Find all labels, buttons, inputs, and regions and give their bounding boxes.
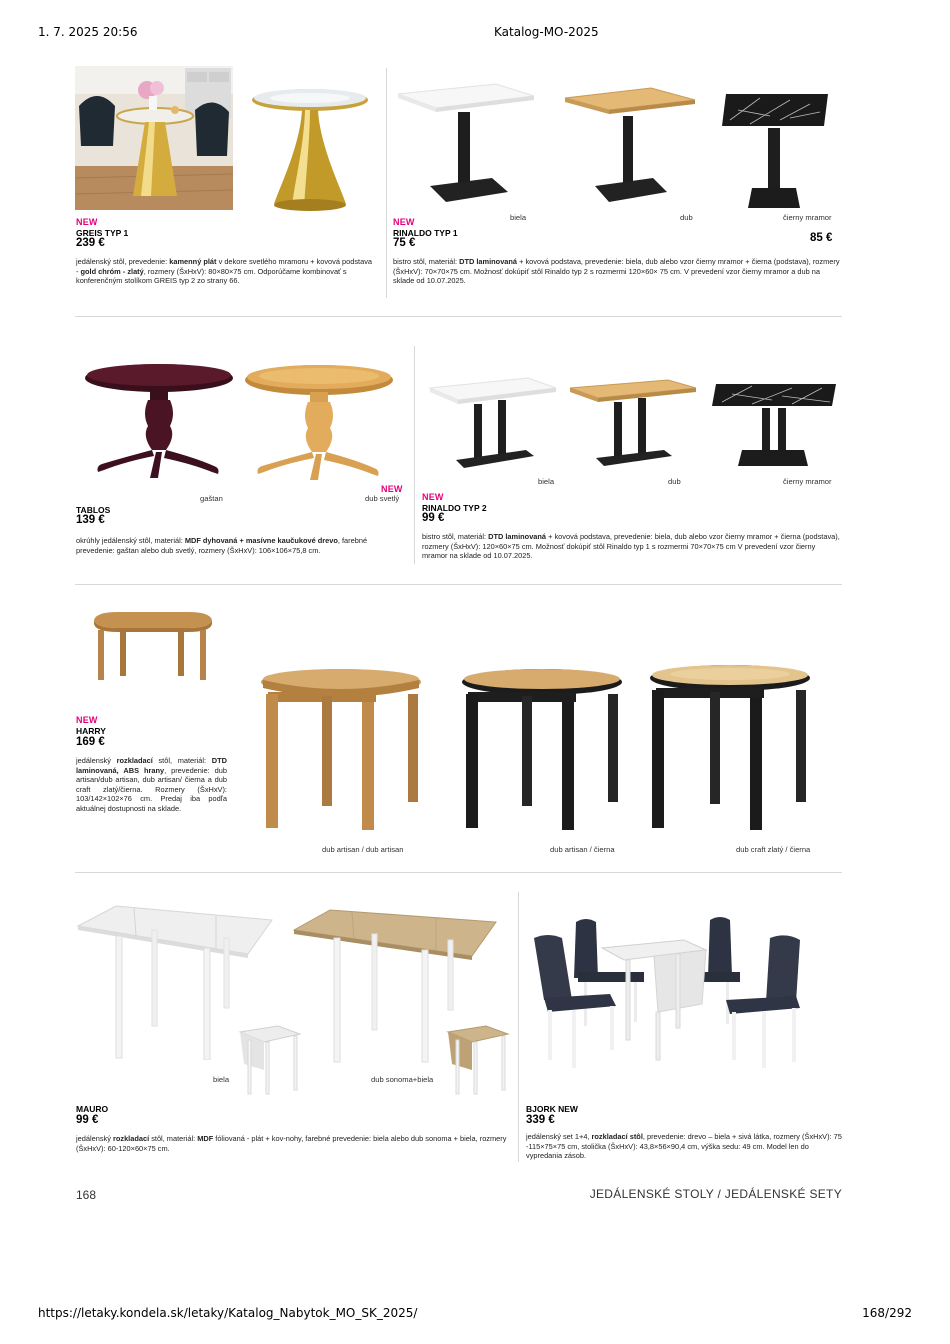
rinaldo2-marble-image bbox=[712, 382, 838, 468]
rinaldo2-new-badge: NEW bbox=[422, 492, 444, 502]
harry-caption-artisan-black: dub artisan / čierna bbox=[550, 845, 615, 854]
mauro-name: MAURO bbox=[76, 1104, 109, 1114]
tablos-name: TABLOS bbox=[76, 505, 111, 515]
greis-description: jedálenský stôl, prevedenie: kamenný plát v dekore svetlého mramoru + kovová podstava - gold chróm - zlatý, rozmery (ŠxHxV): 80×80×75 cm. Odporúčame kombinovať s konferenčným stolíkom GREIS typ 2 zo strany 66. bbox=[76, 257, 373, 285]
rinaldo1-name: RINALDO TYP 1 bbox=[393, 228, 458, 238]
greis-price: 239 € bbox=[76, 237, 105, 249]
rinaldo1-marble-image bbox=[720, 90, 830, 212]
divider-horizontal bbox=[75, 584, 842, 585]
rinaldo1-caption-white: biela bbox=[510, 213, 527, 222]
mauro-description: jedálenský rozkladací stôl, materiál: MDF fóliovaná - plát + kov-nohy, farebné prevedenie: biela alebo dub sonoma + biela, rozmery (ŠxHxV): 60-120×60×75 cm. bbox=[76, 1134, 507, 1153]
tablos-chestnut-image bbox=[82, 360, 236, 490]
harry-caption-craft-black: dub craft zlatý / čierna bbox=[736, 845, 811, 854]
section-title: JEDÁLENSKÉ STOLY / JEDÁLENSKÉ SETY bbox=[589, 1187, 842, 1201]
bjork-description: jedálenský set 1+4, rozkladací stôl, prevedenie: drevo – biela + sivá látka, rozmery (ŠxHxV): 75 -115×75×75 cm, stolička (ŠxHxV): 43,8×56×90,4 cm, výška sedu: 49 cm. Model len do vypredania zásob. bbox=[526, 1132, 842, 1160]
rinaldo1-white-image bbox=[396, 82, 536, 214]
mauro-price: 99 € bbox=[76, 1114, 99, 1126]
mauro-caption-white: biela bbox=[213, 1075, 230, 1084]
rinaldo1-caption-oak: dub bbox=[680, 213, 693, 222]
page-number: 168 bbox=[76, 1188, 97, 1202]
print-datetime: 1. 7. 2025 20:56 bbox=[38, 25, 138, 39]
harry-description: jedálenský rozkladací stôl, materiál: DTD laminovaná, ABS hrany, prevedenie: dub artisan/dub artisan, dub artisan/ čierna a dub craft zlatý/čierna. Rozmery (ŠxHxV): 103/142×102×76 cm. Predaj iba podľa aktuálnej dostupnosti na sklade. bbox=[76, 756, 227, 813]
harry-price: 169 € bbox=[76, 736, 105, 748]
rinaldo1-oak-image bbox=[563, 86, 697, 214]
mauro-sonoma-folded-image bbox=[446, 1024, 512, 1096]
rinaldo1-price-marble: 85 € bbox=[810, 232, 833, 244]
tablos-light-oak-image bbox=[242, 360, 396, 490]
harry-artisan-black-image bbox=[458, 666, 626, 832]
print-page-count: 168/292 bbox=[862, 1306, 912, 1320]
print-url[interactable]: https://letaky.kondela.sk/letaky/Katalog_Nabytok_MO_SK_2025/ bbox=[38, 1306, 418, 1320]
greis-table-image bbox=[250, 86, 370, 212]
greis-room-photo bbox=[75, 66, 233, 210]
rinaldo2-white-image bbox=[428, 376, 558, 472]
rinaldo2-caption-marble: čierny mramor bbox=[783, 477, 832, 486]
divider-vertical bbox=[414, 346, 415, 564]
divider-horizontal bbox=[75, 316, 842, 317]
rinaldo2-caption-oak: dub bbox=[668, 477, 681, 486]
rinaldo2-oak-image bbox=[568, 378, 698, 470]
rinaldo1-caption-marble: čierny mramor bbox=[783, 213, 832, 222]
mauro-caption-sonoma: dub sonoma+biela bbox=[371, 1075, 434, 1084]
rinaldo2-description: bistro stôl, materiál: DTD laminovaná + kovová podstava, prevedenie: biela, dub alebo vzor čierny mramor + čierna (podstava), rozmery (ŠxHxV): 120×60×75 cm. Možnosť dokúpiť stôl Rinaldo typ 1 s rozmermi 70×70×75 cm V prevedení vzor čierny mramor na sklade od 10.07.2025. bbox=[422, 532, 840, 560]
harry-craft-black-image bbox=[646, 662, 814, 832]
tablos-caption-light-oak: dub svetlý bbox=[365, 494, 400, 503]
greis-new-badge: NEW bbox=[76, 217, 98, 227]
divider-vertical bbox=[518, 892, 519, 1162]
rinaldo2-caption-white: biela bbox=[538, 477, 555, 486]
harry-extended-image bbox=[88, 610, 216, 682]
bjork-name: BJORK NEW bbox=[526, 1104, 578, 1114]
bjork-price: 339 € bbox=[526, 1114, 555, 1126]
rinaldo2-price: 99 € bbox=[422, 512, 445, 524]
tablos-variant-new-badge: NEW bbox=[381, 484, 403, 494]
divider-vertical bbox=[386, 68, 387, 298]
tablos-price: 139 € bbox=[76, 514, 105, 526]
harry-name: HARRY bbox=[76, 726, 106, 736]
print-title: Katalog-MO-2025 bbox=[494, 25, 599, 39]
harry-artisan-image bbox=[258, 666, 424, 832]
tablos-description: okrúhly jedálenský stôl, materiál: MDF dyhovaná + masívne kaučukové drevo, farebné prevedenie: gaštan alebo dub svetlý, rozmery (ŠxHxV): 106×106×75,8 cm. bbox=[76, 536, 368, 555]
divider-horizontal bbox=[75, 872, 842, 873]
rinaldo2-name: RINALDO TYP 2 bbox=[422, 503, 487, 513]
rinaldo1-description: bistro stôl, materiál: DTD laminovaná + kovová podstava, prevedenie: biela, dub alebo vzor čierny mramor + čierna (podstava), rozmery (ŠxHxV): 70×70×75 cm. Možnosť dokúpiť stôl Rinaldo typ 2 s rozmermi 120×60× 75 cm. V prevedení vzor čierny mramor a dub na sklade od 10.07.2025. bbox=[393, 257, 840, 285]
rinaldo1-price: 75 € bbox=[393, 237, 416, 249]
tablos-caption-chestnut: gaštan bbox=[200, 494, 223, 503]
harry-new-badge: NEW bbox=[76, 715, 98, 725]
harry-caption-artisan: dub artisan / dub artisan bbox=[322, 845, 404, 854]
greis-name: GREIS TYP 1 bbox=[76, 228, 129, 238]
rinaldo1-new-badge: NEW bbox=[393, 217, 415, 227]
bjork-set-image bbox=[530, 912, 840, 1072]
